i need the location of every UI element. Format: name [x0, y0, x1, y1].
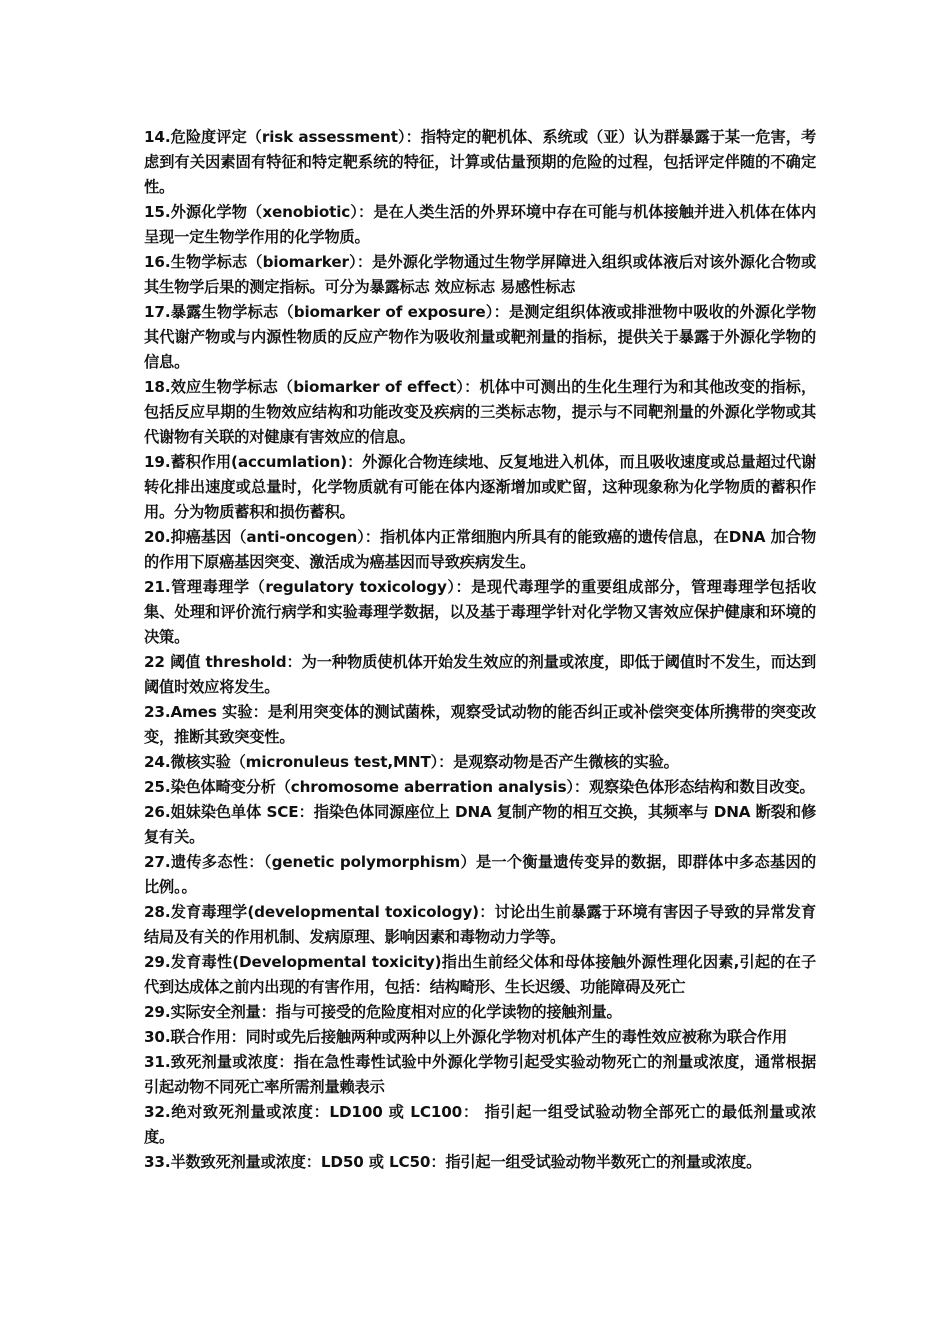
entry-27: 27.遗传多态性：（genetic polymorphism）是一个衡量遗传变异的数据，即群体中多态基因的比例。。 [144, 853, 816, 896]
entry-29b: 29.实际安全剂量：指与可接受的危险度相对应的化学读物的接触剂量。 [144, 1003, 622, 1021]
entry-28: 28.发育毒理学(developmental toxicology)：讨论出生前暴露于环境有害因子导致的异常发育结局及有关的作用机制、发病原理、影响因素和毒物动力学等。 [144, 903, 816, 946]
entry-19: 19.蓄积作用(accumlation)：外源化合物连续地、反复地进入机体，而且吸收速度或总量超过代谢转化排出速度或总量时，化学物质就有可能在体内逐渐增加或贮留，这种现象称为化学物质的蓄积作用。分为物质蓄积和损伤蓄积。 [144, 453, 816, 521]
entry-33: 33.半数致死剂量或浓度：LD50 或 LC50：指引起一组受试验动物半数死亡的剂量或浓度。 [144, 1153, 762, 1171]
entry-17: 17.暴露生物学标志（biomarker of exposure）：是测定组织体液或排泄物中吸收的外源化学物其代谢产物或与内源性物质的反应产物作为吸收剂量或靶剂量的指标，提供关于暴露于外源化学物的信息。 [144, 303, 816, 371]
entry-20: 20.抑癌基因（anti-oncogen）：指机体内正常细胞内所具有的能致癌的遗传信息，在DNA 加合物的作用下原癌基因突变、激活成为癌基因而导致疾病发生。 [144, 528, 816, 571]
entry-18: 18.效应生物学标志（biomarker of effect）：机体中可测出的生化生理行为和其他改变的指标，包括反应早期的生物效应结构和功能改变及疾病的三类标志物，提示与不同靶剂量的外源化学物或其代谢物有关联的对健康有害效应的信息。 [144, 378, 816, 446]
entry-23: 23.Ames 实验：是利用突变体的测试菌株，观察受试动物的能否纠正或补偿突变体所携带的突变改变，推断其致突变性。 [144, 703, 816, 746]
entry-26: 26.姐妹染色单体 SCE：指染色体同源座位上 DNA 复制产物的相互交换，其频率与 DNA 断裂和修复有关。 [144, 803, 816, 846]
entry-29a: 29.发育毒性(Developmental toxicity)指出生前经父体和母体接触外源性理化因素,引起的在子代到达成体之前内出现的有害作用，包括：结构畸形、生长迟缓、功能障碍及死亡 [144, 953, 816, 996]
entry-21: 21.管理毒理学（regulatory toxicology）：是现代毒理学的重要组成部分，管理毒理学包括收集、处理和评价流行病学和实验毒理学数据，以及基于毒理学针对化学物又害效应保护健康和环境的决策。 [144, 578, 816, 646]
entry-16: 16.生物学标志（biomarker）：是外源化学物通过生物学屏障进入组织或体液后对该外源化合物或其生物学后果的测定指标。可分为暴露标志 效应标志 易感性标志 [144, 253, 816, 296]
entry-31: 31.致死剂量或浓度：指在急性毒性试验中外源化学物引起受实验动物死亡的剂量或浓度，通常根据引起动物不同死亡率所需剂量赖表示 [144, 1053, 816, 1096]
entry-30: 30.联合作用：同时或先后接触两种或两种以上外源化学物对机体产生的毒性效应被称为联合作用 [144, 1028, 787, 1046]
entry-25: 25.染色体畸变分析（chromosome aberration analysis）：观察染色体形态结构和数目改变。 [144, 778, 815, 796]
entry-22: 22 阈值 threshold：为一种物质使机体开始发生效应的剂量或浓度，即低于阈值时不发生，而达到阈值时效应将发生。 [144, 653, 816, 696]
entry-15: 15.外源化学物（xenobiotic）：是在人类生活的外界环境中存在可能与机体接触并进入机体在体内呈现一定生物学作用的化学物质。 [144, 203, 816, 246]
entry-14: 14.危险度评定（risk assessment）：指特定的靶机体、系统或（亚）认为群暴露于某一危害，考虑到有关因素固有特征和特定靶系统的特征，计算或估量预期的危险的过程，包括评定伴随的不确定性。 [144, 128, 816, 196]
glossary-body [144, 125, 816, 1175]
entry-24: 24.微核实验（micronuleus test,MNT）：是观察动物是否产生微核的实验。 [144, 753, 679, 771]
entry-32: 32.绝对致死剂量或浓度：LD100 或 LC100： 指引起一组受试验动物全部死亡的最低剂量或浓度。 [144, 1103, 816, 1146]
